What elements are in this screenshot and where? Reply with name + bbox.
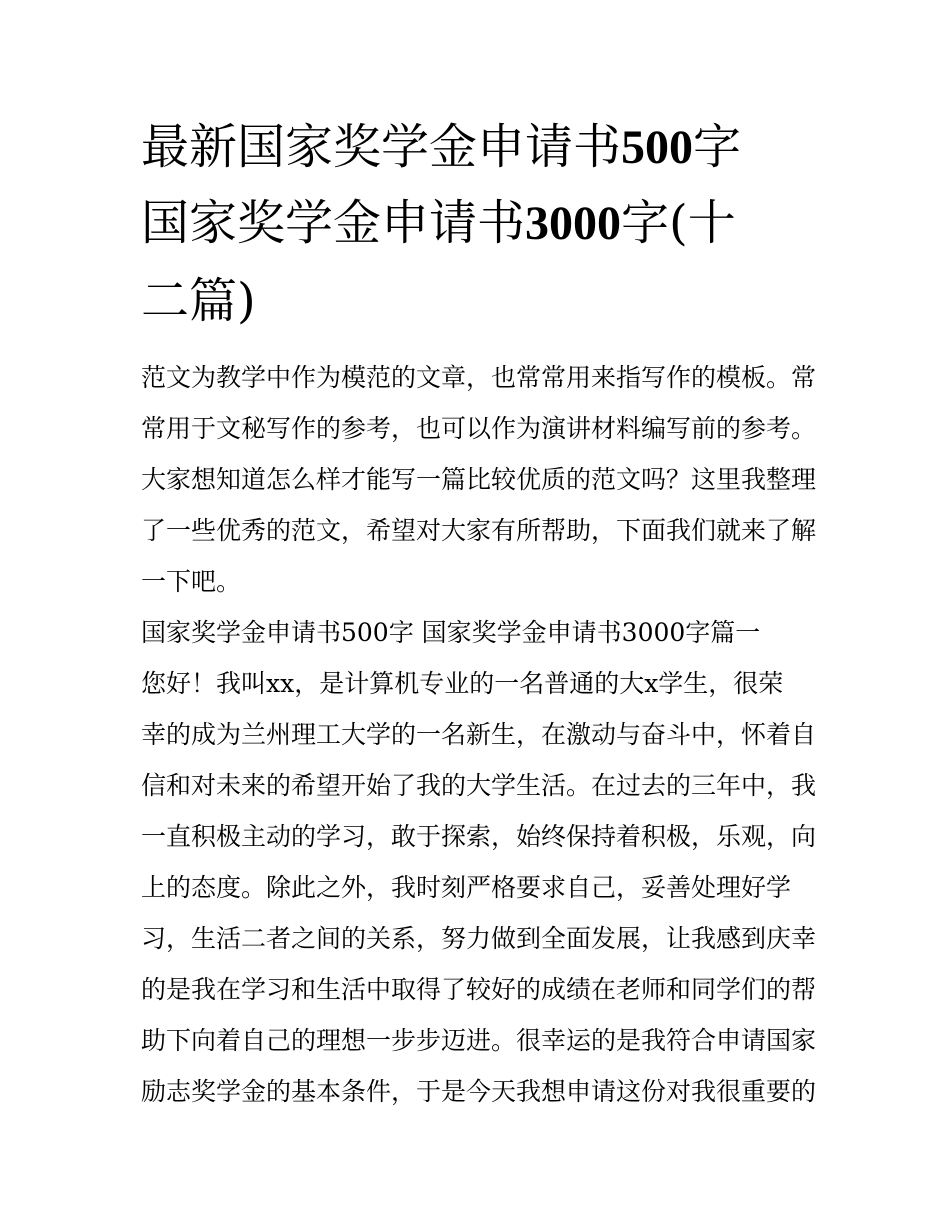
document-title-line-1 [141,117,741,178]
title-number: 500 [621,121,694,174]
body-line: 您好！我叫xx，是计算机专业的一名普通的大x学生，很荣 [141,669,784,698]
title-text: 国家奖学金申请书 [141,195,526,251]
title-text: 最新国家奖学金申请书 [141,119,622,175]
body-line: 助下向着自己的理想一步步迈进。很幸运的是我符合申请国家 [141,1026,817,1055]
title-text: 字(十 [621,195,736,251]
intro-line: 常用于文秘写作的参考，也可以作为演讲材料编写前的参考。 [141,414,817,443]
intro-line: 一下吧。 [141,567,242,596]
title-number: 3000 [525,197,622,250]
document-title-line-3: 二篇) [141,273,256,329]
intro-line: 范文为教学中作为模范的文章，也常常用来指写作的模板。常 [141,363,817,392]
title-text: 字 [693,119,742,175]
body-line: 幸的成为兰州理工大学的一名新生，在激动与奋斗中，怀着自 [141,720,817,749]
section-heading: 国家奖学金申请书500字 国家奖学金申请书3000字篇一 [141,618,761,647]
intro-line: 了一些优秀的范文，希望对大家有所帮助，下面我们就来了解 [141,516,817,545]
body-line: 上的态度。除此之外，我时刻严格要求自己，妥善处理好学 [141,873,792,902]
intro-line: 大家想知道怎么样才能写一篇比较优质的范文吗？这里我整理 [141,465,817,494]
body-line: 信和对未来的希望开始了我的大学生活。在过去的三年中，我 [141,771,817,800]
body-line: 的是我在学习和生活中取得了较好的成绩在老师和同学们的帮 [141,975,817,1004]
body-line: 习，生活二者之间的关系，努力做到全面发展，让我感到庆幸 [141,924,817,953]
body-line: 一直积极主动的学习，敢于探索，始终保持着积极，乐观，向 [141,822,817,851]
document-title-line-2 [141,193,736,254]
body-line: 励志奖学金的基本条件，于是今天我想申请这份对我很重要的 [141,1077,817,1106]
